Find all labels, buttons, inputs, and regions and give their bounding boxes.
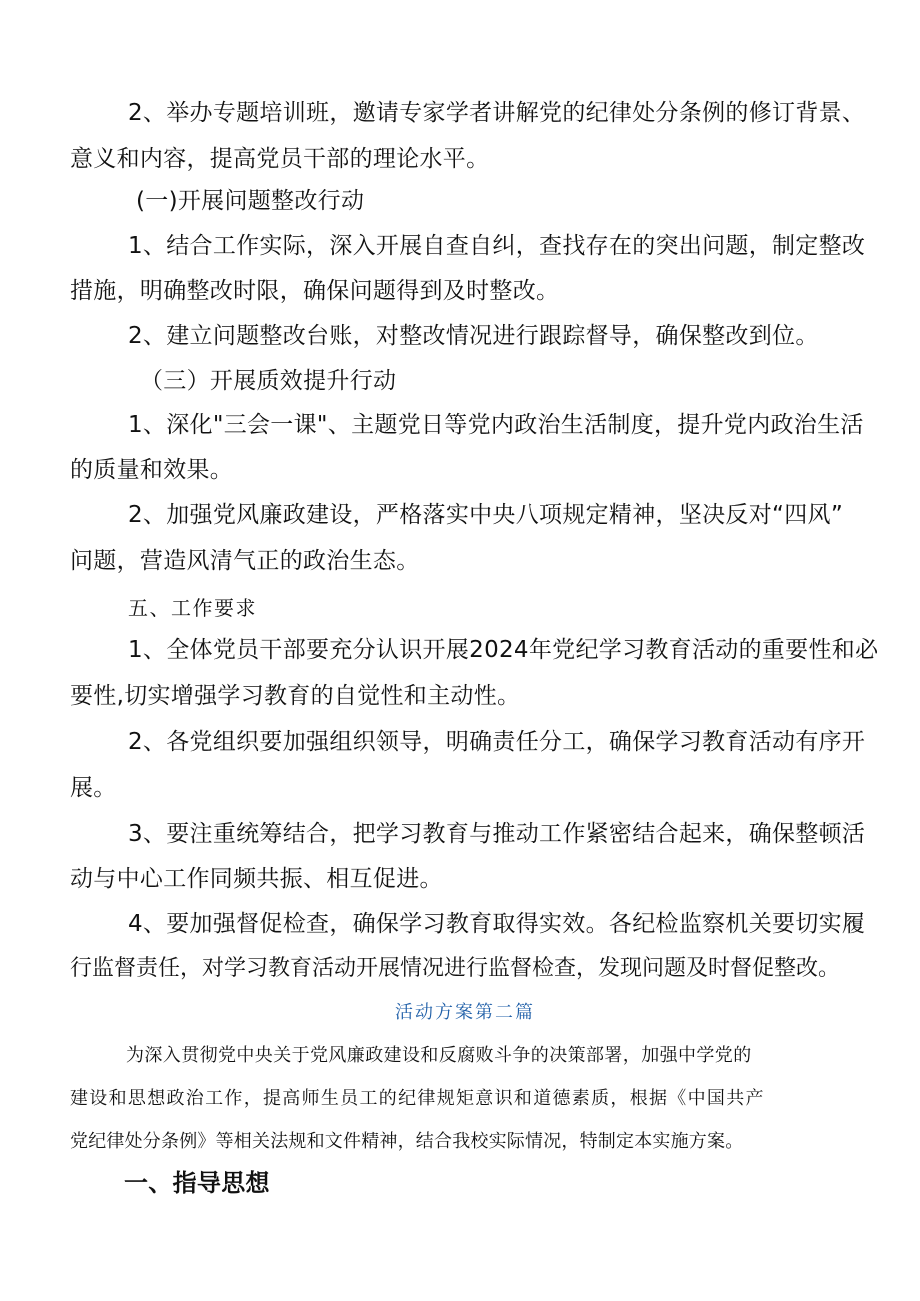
section-heading: 五、工作要求: [128, 596, 257, 620]
intro-line: 为深入贯彻党中央关于党风廉政建设和反腐败斗争的决策部署，加强中学党的: [126, 1045, 752, 1066]
paragraph-line: 2、建立问题整改台账，对整改情况进行跟踪督导，确保整改到位。: [128, 323, 819, 349]
paragraph-line: 动与中心工作同频共振、相互促进。: [70, 866, 443, 892]
paragraph-line: 1、全体党员干部要充分认识开展2024年党纪学习教育活动的重要性和必: [128, 637, 879, 663]
paragraph-line: 1、深化"三会一课"、主题党日等党内政治生活制度，提升党内政治生活: [128, 412, 864, 438]
subsection-heading: (一)开展问题整改行动: [136, 188, 365, 214]
paragraph-line: 意义和内容，提高党员干部的理论水平。: [70, 146, 490, 172]
paragraph-line: 2、举办专题培训班，邀请专家学者讲解党的纪律处分条例的修订背景、: [128, 100, 866, 126]
paragraph-line: 要性,切实增强学习教育的自觉性和主动性。: [70, 683, 521, 709]
intro-line: 建设和思想政治工作，提高师生员工的纪律规矩意识和道德素质，根据《中国共产: [70, 1088, 765, 1109]
paragraph-line: 的质量和效果。: [70, 457, 234, 483]
article-section-title: 活动方案第二篇: [395, 1002, 535, 1023]
subsection-heading: （三）开展质效提升行动: [140, 368, 397, 394]
paragraph-line: 3、要注重统筹结合，把学习教育与推动工作紧密结合起来，确保整顿活: [128, 821, 866, 847]
paragraph-line: 1、结合工作实际，深入开展自查自纠，查找存在的突出问题，制定整改: [128, 233, 866, 259]
paragraph-line: 措施，明确整改时限，确保问题得到及时整改。: [70, 278, 560, 304]
paragraph-line: 展。: [70, 775, 117, 801]
intro-line: 党纪律处分条例》等相关法规和文件精神，结合我校实际情况，特制定本实施方案。: [70, 1131, 744, 1152]
paragraph-line: 问题，营造风清气正的政治生态。: [70, 548, 420, 574]
paragraph-line: 行监督责任，对学习教育活动开展情况进行监督检查，发现问题及时督促整改。: [70, 956, 841, 981]
paragraph-line: 2、各党组织要加强组织领导，明确责任分工，确保学习教育活动有序开: [128, 729, 866, 755]
paragraph-line: 2、加强党风廉政建设，严格落实中央八项规定精神，坚决反对“四风”: [128, 502, 844, 528]
paragraph-line: 4、要加强督促检查，确保学习教育取得实效。各纪检监察机关要切实履: [128, 911, 866, 937]
guiding-ideology-heading: 一、指导思想: [124, 1169, 270, 1197]
